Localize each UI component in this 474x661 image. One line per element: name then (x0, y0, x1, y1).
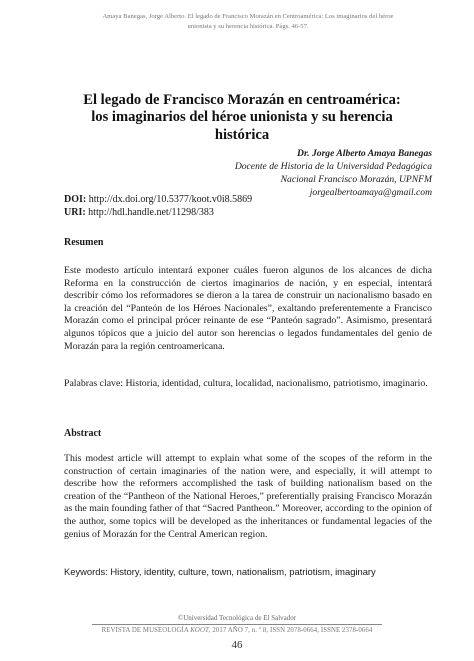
uri-label: URI: (64, 206, 86, 218)
identifier-block (64, 194, 424, 219)
doi-label: DOI: (64, 194, 87, 205)
abstract-keywords: Keywords: History, identity, culture, town, nationalism, patriotism, imaginary (64, 566, 376, 577)
resumen-paragraph: Este modesto artículo intentará exponer cuáles fueron algunos de los alcances de dicha Reforma en la construcción de ciertos imaginarios de nación, y en especial, intentará describir cómo los reformadores se dieron a la tarea de construir un nacionalismo basado en la creación del “Panteón de los Héroes Nacionales”, exaltando preferentemente a Francisco Morazán como el principal prócer reinante de ese “Panteón sagrado”. Asimismo, presentará algunos tópicos que a juicio del autor son herencias o legados fundamentales del genio de Morazán para la región centroamericana. (64, 265, 432, 352)
footer-divider (92, 624, 382, 625)
abstract-heading: Abstract (64, 428, 102, 439)
article-title (50, 92, 434, 144)
author-block (132, 147, 432, 199)
running-header-line-2: unionista y su herencia histórica. Págs. 46-57. (187, 22, 309, 30)
author-role: Docente de Historia de la Universidad Pedagógica (234, 161, 432, 172)
author-email[interactable]: jorgealbertoamaya@gmail.com (309, 187, 432, 198)
footer-copyright: ©Universidad Tecnológica de El Salvador (177, 614, 297, 622)
title-line-1: El legado de Francisco Morazán en centroamérica: (83, 92, 401, 108)
resumen-heading: Resumen (64, 237, 104, 248)
footer-journal-info (0, 627, 474, 634)
abstract-paragraph: This modest article will attempt to explain what some of the scopes of the reform in the construction of certain imaginaries of the nation were, and especially, it will attempt to describe how the reformers accomplished the task of building nationalism based on the creation of the “Pantheon of the National Heroes,” preferentially praising Francisco Morazán as the main founding father of that “Sacred Pantheon.” Moreover, according to the opinion of the author, some topics will be developed as the inheritances or fundamental legacies of the genius of Morazán for the Central American region. (64, 453, 432, 540)
uri-link[interactable]: http://hdl.handle.net/11298/383 (88, 206, 214, 218)
author-name: Dr. Jorge Alberto Amaya Banegas (297, 148, 432, 159)
doi-line (64, 194, 424, 207)
journal-suffix: , 2017 AÑO 7, n. º 8, ISSN 2078-0664, ISSNE 2378-0664 (208, 627, 373, 634)
journal-prefix: REVISTA DE MUSEOLOGÍA (101, 627, 191, 634)
title-line-2: los imaginarios del héroe unionista y su herencia (91, 109, 393, 126)
title-line-3: histórica (214, 126, 270, 143)
running-header (60, 12, 436, 31)
resumen-keywords: Palabras clave: Historia, identidad, cultura, localidad, nacionalismo, patriotismo, imaginario. (64, 378, 428, 389)
author-institution: Nacional Francisco Morazán, UPNFM (280, 174, 432, 185)
page-number: 46 (231, 639, 243, 651)
uri-line (64, 207, 424, 220)
journal-name: KOOT (190, 627, 209, 634)
doi-link[interactable]: http://dx.doi.org/10.5377/koot.v0i8.5869 (88, 194, 253, 205)
running-header-line-1: Amaya Banegas, Jorge Alberto. El legado de Francisco Morazán en Centroamérica: Los imaginarios del héroe (102, 13, 394, 20)
